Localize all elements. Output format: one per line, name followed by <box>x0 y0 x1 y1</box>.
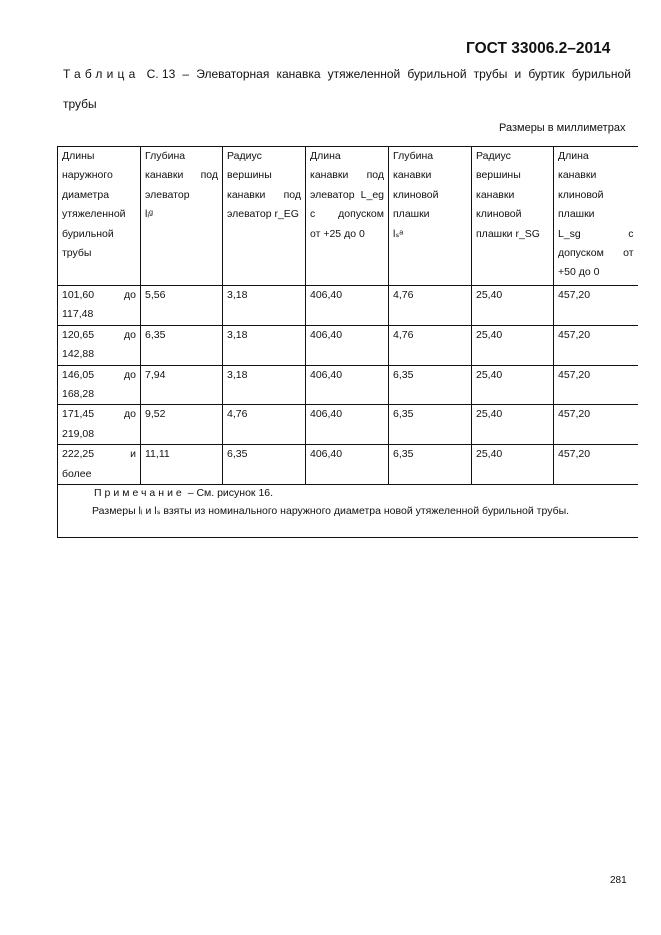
units-note: Размеры в миллиметрах <box>499 122 626 134</box>
caption-word: буртик <box>528 67 565 81</box>
header-cell <box>306 147 389 286</box>
caption-word: трубы <box>473 67 508 81</box>
table-cell: 5,56 <box>141 286 223 326</box>
header-line: вершины <box>227 169 272 182</box>
table-note <box>58 485 638 538</box>
caption-word: бурильной <box>407 67 467 81</box>
table-cell: 3,18 <box>223 365 306 405</box>
header-line: канавки <box>393 169 432 182</box>
diameter-cell <box>58 445 141 485</box>
diameter-cell <box>58 286 141 326</box>
range-word: и <box>130 448 136 461</box>
header-line: lₛᵃ <box>393 227 404 240</box>
header-line: Глубина <box>393 150 434 162</box>
header-cell <box>472 147 554 286</box>
note-text: Размеры lᵢ и lₛ взяты из номинального наружного диаметра новой утяжеленной бурильной трубы. <box>92 505 570 518</box>
diameter-to: 168,28 <box>62 388 95 401</box>
header-line: Длина <box>310 150 341 162</box>
header-line: плашки r_SG <box>476 227 540 240</box>
diameter-cell <box>58 365 141 405</box>
header-line: Радиус <box>227 150 262 162</box>
diameter-from: 146,05 <box>62 368 95 381</box>
header-line: канавки <box>476 188 515 201</box>
caption-dash: – <box>182 67 190 81</box>
header-line: трубы <box>62 247 92 260</box>
table-cell: 25,40 <box>472 325 554 365</box>
diameter-range-line <box>62 445 136 464</box>
table-row <box>58 365 638 405</box>
table-cell: 406,40 <box>306 325 389 365</box>
note-text: – См. рисунок 16. <box>184 487 274 500</box>
table-cell: 406,40 <box>306 405 389 445</box>
caption-word: канавка <box>276 67 321 81</box>
table-note-row <box>58 485 638 538</box>
header-line: элеватор <box>145 188 190 201</box>
table-caption <box>63 67 631 81</box>
table-cell: 6,35 <box>223 445 306 485</box>
table-cell: 6,35 <box>141 325 223 365</box>
diameter-range-line <box>62 405 136 424</box>
header-line: клиновой <box>476 208 522 221</box>
header-line: +50 до 0 <box>558 266 600 279</box>
caption-number: С. 13 <box>146 67 176 81</box>
table-cell: 406,40 <box>306 445 389 485</box>
header-line: Радиус <box>476 150 511 162</box>
table-cell: 25,40 <box>472 365 554 405</box>
header-line: допуском от <box>558 247 634 260</box>
dimensions-table <box>57 146 638 538</box>
diameter-from: 222,25 <box>62 448 95 461</box>
header-line: канавки под <box>227 188 301 201</box>
table-cell: 6,35 <box>389 365 472 405</box>
table-cell: 25,40 <box>472 405 554 445</box>
diameter-to: 142,88 <box>62 348 95 361</box>
header-cell <box>223 147 306 286</box>
header-line: канавки под <box>310 169 384 182</box>
table-caption-continuation: трубы <box>63 97 97 111</box>
caption-word: и <box>514 67 522 81</box>
table-row <box>58 286 638 326</box>
table-cell: 3,18 <box>223 286 306 326</box>
diameter-to: 219,08 <box>62 427 95 440</box>
caption-word: бурильной <box>571 67 631 81</box>
table-cell: 7,94 <box>141 365 223 405</box>
diameter-range-line <box>62 366 136 385</box>
table-cell: 4,76 <box>389 286 472 326</box>
table-cell: 457,20 <box>554 445 638 485</box>
table-cell: 25,40 <box>472 445 554 485</box>
range-word: до <box>124 408 136 421</box>
header-line: бурильной <box>62 227 114 240</box>
range-word: до <box>124 328 136 341</box>
header-line: элеватор r_EG <box>227 208 299 221</box>
table-header-row <box>58 147 638 286</box>
header-line: наружного <box>62 169 113 182</box>
table-cell: 6,35 <box>389 445 472 485</box>
diameter-cell <box>58 405 141 445</box>
header-line: плашки <box>558 208 595 221</box>
caption-word: утяжеленной <box>327 67 401 81</box>
header-line: диаметра <box>62 188 110 201</box>
table-cell: 25,40 <box>472 286 554 326</box>
diameter-from: 101,60 <box>62 289 95 301</box>
table-cell: 406,40 <box>306 365 389 405</box>
note-label: Примечание <box>94 487 185 500</box>
table-cell: 11,11 <box>141 445 223 485</box>
diameter-to: 117,48 <box>62 308 94 321</box>
header-cell <box>58 147 141 286</box>
header-cell <box>554 147 638 286</box>
page-number: 281 <box>610 875 627 886</box>
table-cell: 406,40 <box>306 286 389 326</box>
table-cell: 457,20 <box>554 325 638 365</box>
range-word: до <box>124 289 136 301</box>
table-cell: 4,76 <box>223 405 306 445</box>
table-cell: 457,20 <box>554 405 638 445</box>
header-cell <box>141 147 223 286</box>
note-line <box>62 485 634 502</box>
header-line: L_sg с <box>558 227 634 240</box>
caption-label: Таблица <box>63 67 140 81</box>
diameter-to: более <box>62 467 92 480</box>
diameter-range-line <box>62 326 136 345</box>
header-line: клиновой <box>558 188 604 201</box>
header-line: канавки под <box>145 169 218 182</box>
standard-designation: ГОСТ 33006.2–2014 <box>466 40 611 57</box>
table-cell: 457,20 <box>554 286 638 326</box>
table-cell: 9,52 <box>141 405 223 445</box>
header-line: вершины <box>476 169 521 182</box>
header-line: lᵢᵍ <box>145 208 153 221</box>
table-row <box>58 445 638 485</box>
header-line: канавки <box>558 169 597 182</box>
diameter-from: 171,45 <box>62 408 95 421</box>
table-row <box>58 405 638 445</box>
header-line: Длины <box>62 150 95 162</box>
header-cell <box>389 147 472 286</box>
diameter-range-line <box>62 286 136 305</box>
table-cell: 4,76 <box>389 325 472 365</box>
header-line: плашки <box>393 208 430 221</box>
header-line: Длина <box>558 150 589 162</box>
table-row <box>58 325 638 365</box>
header-line: с допуском <box>310 208 384 221</box>
diameter-cell <box>58 325 141 365</box>
table-cell: 6,35 <box>389 405 472 445</box>
header-line: Глубина <box>145 150 186 162</box>
caption-word: Элеваторная <box>196 67 270 81</box>
header-line: утяжеленной <box>62 208 126 221</box>
header-line: от +25 до 0 <box>310 227 365 240</box>
table-cell: 457,20 <box>554 365 638 405</box>
header-line: элеватор L_eg <box>310 188 384 201</box>
header-line: клиновой <box>393 188 439 201</box>
table-cell: 3,18 <box>223 325 306 365</box>
diameter-from: 120,65 <box>62 328 95 341</box>
range-word: до <box>124 368 136 381</box>
